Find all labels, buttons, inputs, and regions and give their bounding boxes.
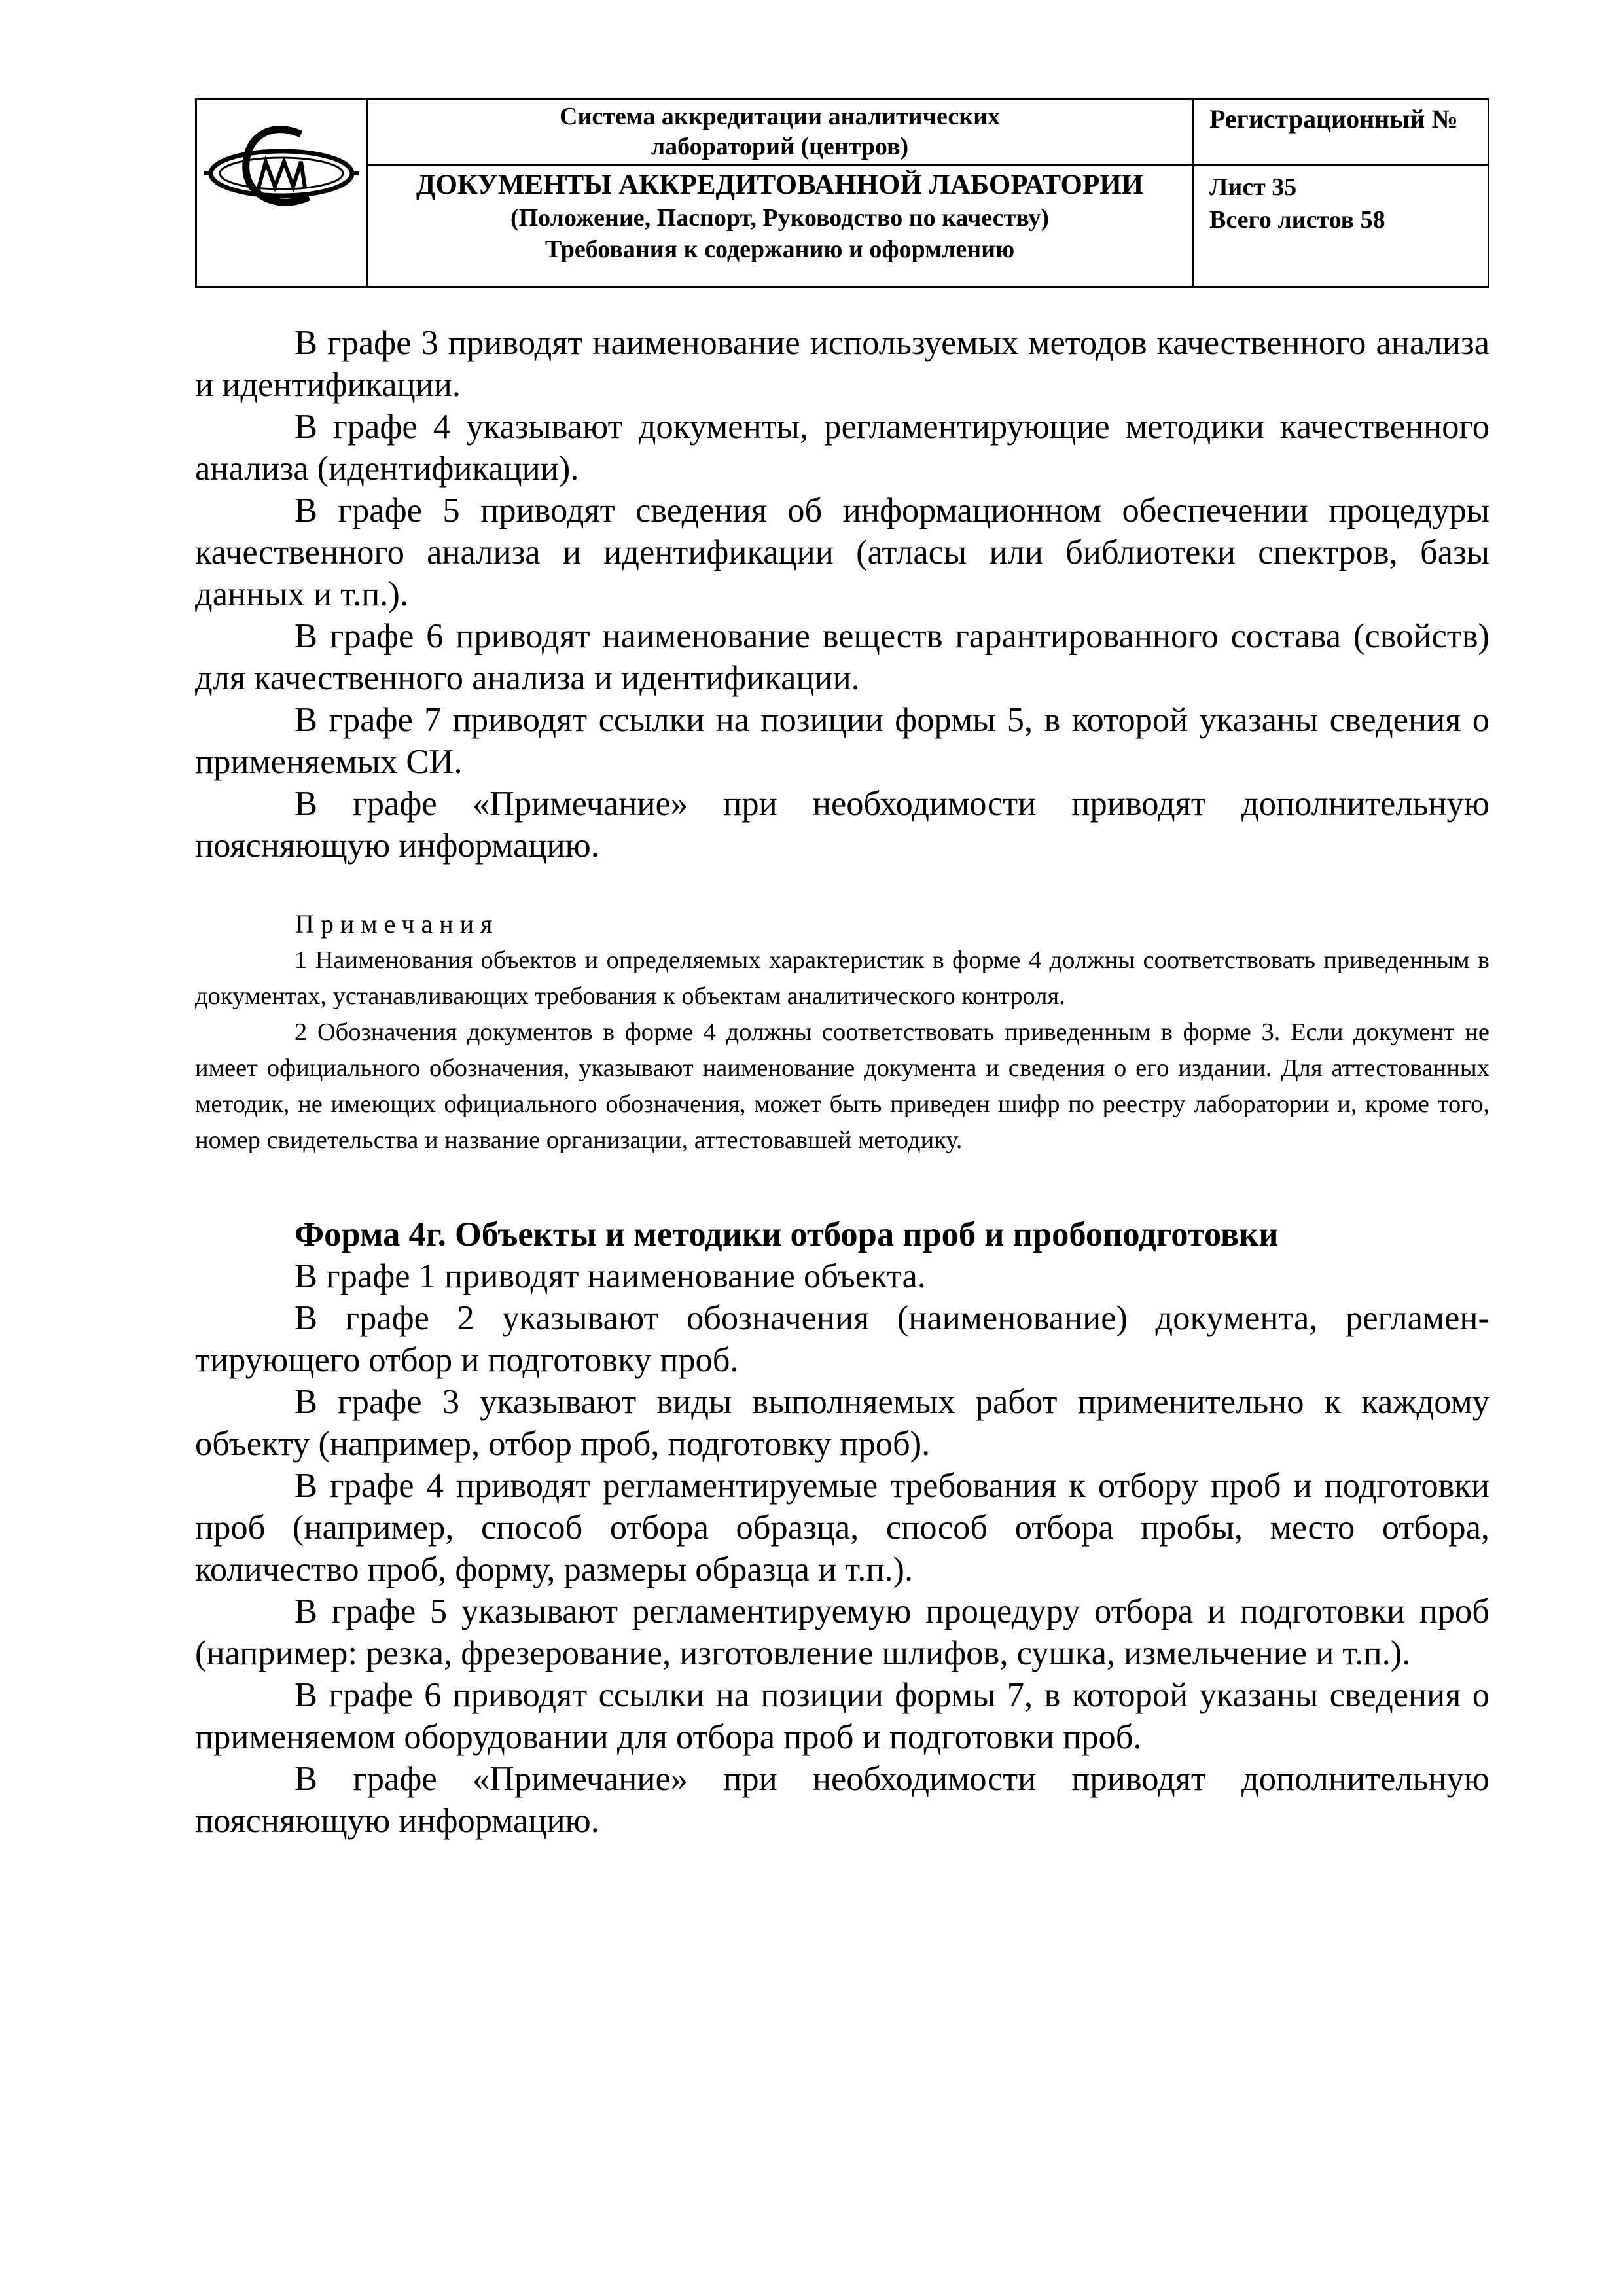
system-name-line1: Система аккредитации аналитических — [560, 103, 1000, 130]
sheet-info — [1194, 166, 1488, 236]
accreditation-logo-icon — [203, 120, 360, 218]
logo-cell — [197, 100, 368, 286]
paragraph: В графе 6 приводят наименование веществ гарантированного состава (свойств) для качественного анализа и идентификации. — [195, 617, 1489, 697]
system-name-line2: лабораторий (центров) — [651, 133, 909, 160]
system-name — [368, 100, 1192, 166]
document-title: ДОКУМЕНТЫ АККРЕДИТОВАННОЙ ЛАБОРАТОРИИ — [416, 170, 1144, 200]
paragraph: В графе 4 указывают документы, регламентирующие методики качественного анализа (идентификации). — [195, 408, 1489, 488]
paragraph: В графе 5 указывают регламентируемую процедуру отбора и подготовки проб (например: резка, фрезерование, изготовление шлифов, сушка, измельчение и т.п.). — [195, 1592, 1489, 1672]
document-requirements: Требования к содержанию и оформлению — [544, 236, 1015, 263]
section-heading: Форма 4г. Объекты и методики отбора проб и пробоподготовки — [294, 1215, 1279, 1253]
paragraph: В графе 2 указывают обозначения (наименование) документа, регламентирующего отбор и подготовку проб. — [195, 1299, 1489, 1379]
paragraph: В графе 1 приводят наименование объекта. — [294, 1257, 926, 1295]
note-item: 2 Обозначения документов в форме 4 должны соответствовать приведенным в форме 3. Если документ не имеет официального обозначения, указывают наименование документа и сведения о его издании. Для аттестованных методик, не имеющих официального обозначения, может быть приведен шифр по реестру лаборатории и, кроме того, номер свидетельства и название организации, аттестовавшей методику. — [195, 1018, 1489, 1154]
header-right — [1194, 100, 1488, 286]
document-title-block — [368, 166, 1192, 265]
total-sheets: Всего листов 58 — [1209, 206, 1385, 234]
sheet-number: Лист 35 — [1209, 173, 1297, 201]
paragraph: В графе 3 приводят наименование используемых методов качественного анализа и идентификации. — [195, 324, 1489, 404]
paragraph: В графе 7 приводят ссылки на позиции формы 5, в которой указаны сведения о применяемых СИ. — [195, 701, 1489, 781]
note-item: 1 Наименования объектов и определяемых характеристик в форме 4 должны соответствовать приведенным в документах, устанавливающих требования к объектам аналитического контроля. — [195, 946, 1489, 1010]
paragraph: В графе «Примечание» при необходимости приводят дополнительную поясняющую информацию. — [195, 1760, 1489, 1840]
paragraph: В графе 6 приводят ссылки на позиции формы 7, в которой указаны сведения о применяемом оборудовании для отбора проб и подготовки проб. — [195, 1676, 1489, 1756]
registration-number: Регистрационный № — [1194, 100, 1488, 166]
header-center — [368, 100, 1194, 286]
document-subtitle: (Положение, Паспорт, Руководство по качеству) — [510, 204, 1050, 232]
page-content — [195, 322, 1489, 1842]
paragraph: В графе 5 приводят сведения об информационном обеспечении процедуры качественного анализа и идентификации (атласы или библиотеки спектров, базы данных и т.п.). — [195, 492, 1489, 613]
paragraph: В графе 3 указывают виды выполняемых работ применительно к каждому объекту (например, отбор проб, подготовку проб). — [195, 1383, 1489, 1463]
document-header — [195, 98, 1489, 288]
paragraph: В графе 4 приводят регламентируемые требования к отбору проб и подготовки проб (например, способ отбора образца, способ отбора пробы, место отбора, количество проб, форму, размеры образца и т.п.). — [195, 1467, 1489, 1588]
paragraph: В графе «Примечание» при необходимости приводят дополнительную поясняющую информацию. — [195, 785, 1489, 865]
notes-title: Примечания — [295, 909, 499, 939]
